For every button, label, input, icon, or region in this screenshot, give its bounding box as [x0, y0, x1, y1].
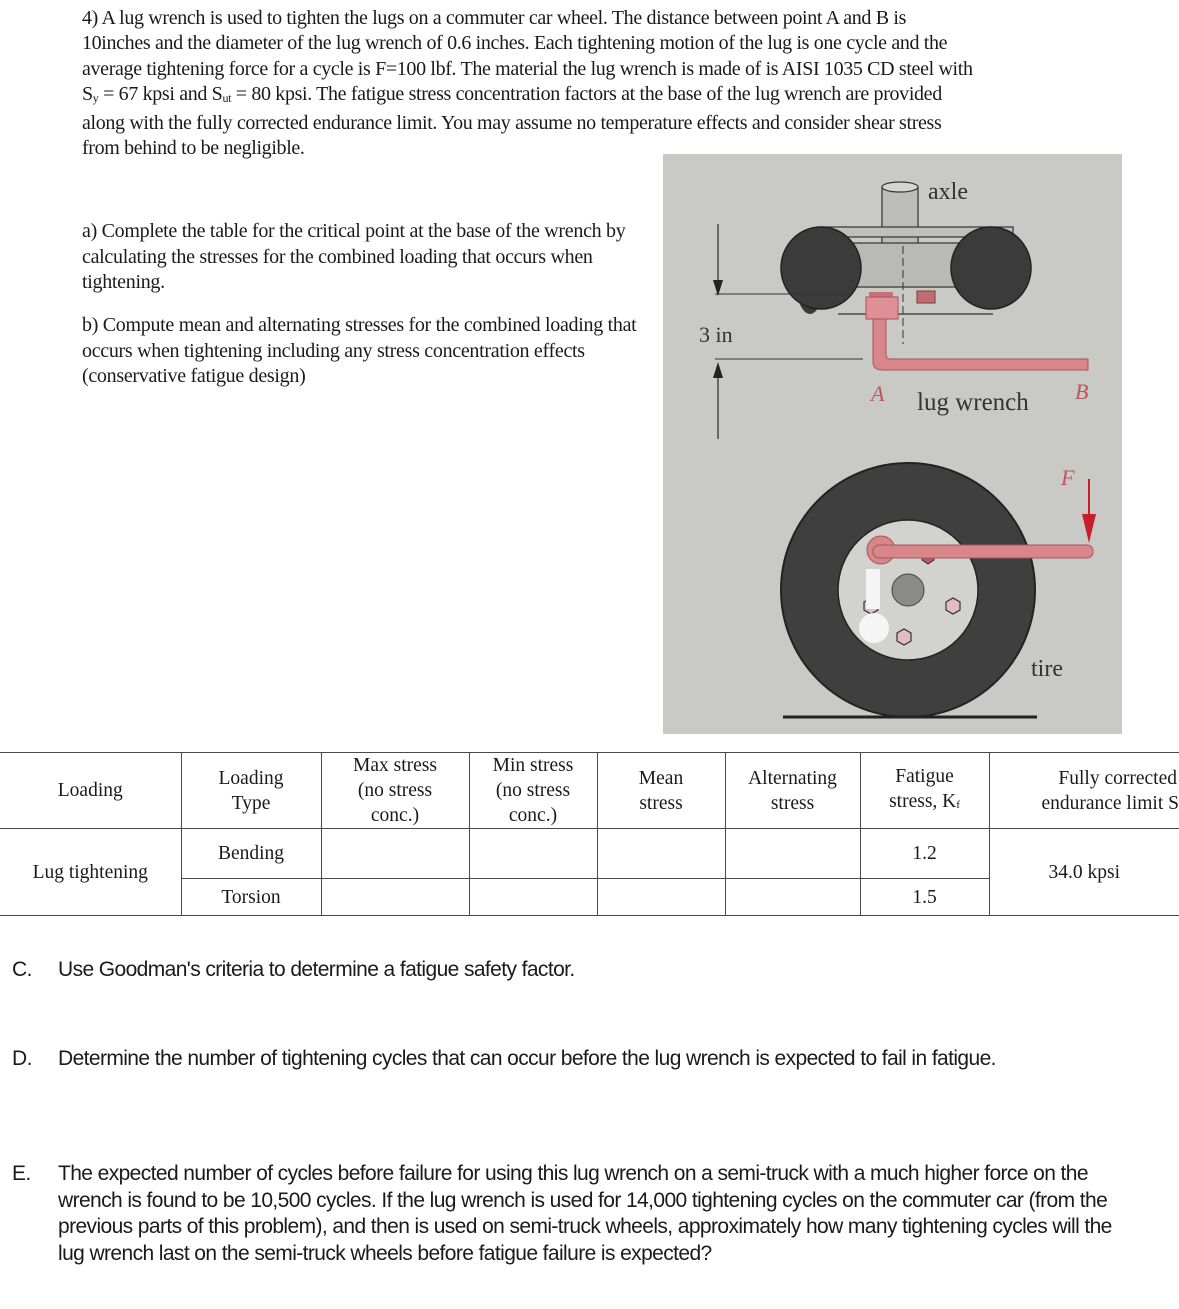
question-label: E.: [12, 1162, 31, 1185]
table-row: [0, 829, 1179, 879]
intro-line: 4) A lug wrench is used to tighten the lugs on a commuter car wheel. The distance between point A and B is: [82, 7, 907, 29]
cell-type: Bending: [181, 829, 321, 879]
intro-line: along with the fully corrected endurance limit. You may assume no temperature effects and consider shear stress: [82, 112, 942, 135]
cell-min-stress[interactable]: [469, 879, 597, 916]
question-label: C.: [12, 958, 32, 981]
intro-line: average tightening force for a cycle is F=100 lbf. The material the lug wrench is made of is AISI 1035 CD steel with: [82, 57, 973, 80]
cell-type: Torsion: [181, 879, 321, 916]
question-label: D.: [12, 1047, 32, 1070]
header-loading-type: Loading Type: [181, 753, 321, 829]
force-arrow-icon: [1082, 479, 1096, 543]
intro-line: from behind to be negligible.: [82, 137, 305, 160]
tire-label: tire: [1031, 656, 1063, 682]
question-d: [12, 1046, 1072, 1073]
part-a-text: a) Complete the table for the critical point at the base of the wrench by calculating the stresses for the combined loading that occurs when tightening.: [82, 220, 626, 293]
lug-wrench-figure: [663, 154, 1122, 734]
wrench-label: lug wrench: [917, 389, 1029, 416]
question-text: Determine the number of tightening cycles that can occur before the lug wrench is expected to fail in fatigue.: [58, 1047, 996, 1070]
figure-drawing: [663, 154, 1122, 734]
tire-front-icon: [781, 463, 1035, 717]
header-max-stress: Max stress (no stress conc.): [321, 753, 469, 829]
question-e: [12, 1161, 1112, 1267]
cell-max-stress[interactable]: [321, 879, 469, 916]
table-header-row: [0, 753, 1179, 829]
intro-line: 10inches and the diameter of the lug wrench of 0.6 inches. Each tightening motion of the lug is one cycle and the: [82, 32, 948, 55]
cell-alternating-stress[interactable]: [725, 829, 860, 879]
cell-min-stress[interactable]: [469, 829, 597, 879]
intro-text: = 80 kpsi. The fatigue stress concentration factors at the base of the lug wrench are provided: [231, 82, 942, 105]
cell-mean-stress[interactable]: [597, 829, 725, 879]
intro-text: = 67 kpsi and S: [98, 82, 223, 105]
question-c: [12, 957, 1122, 984]
stress-table: [0, 752, 1179, 916]
cell-loading: Lug tightening: [0, 829, 181, 916]
cell-endurance-limit: 34.0 kpsi: [989, 829, 1179, 916]
force-label: F: [1061, 465, 1075, 490]
header-loading: Loading: [0, 753, 181, 829]
cell-alternating-stress[interactable]: [725, 879, 860, 916]
wrench-top-icon: [866, 297, 1088, 370]
header-fatigue-factor: Fatigue stress, $K_f$: [860, 753, 989, 829]
header-min-stress: Min stress (no stress conc.): [469, 753, 597, 829]
intro-line: [82, 82, 1172, 111]
cell-kf: 1.2: [860, 829, 989, 879]
question-text: The expected number of cycles before failure for using this lug wrench on a semi-truck with a much higher force on the wrench is found to be 10,500 cycles. If the lug wrench is used for 14,000 tightening cycles on the commuter car (from the previous parts of this problem), and then is used on semi-truck wheels, approximately how many tightening cycles will the lug wrench last on the semi-truck wheels before fatigue failure is expected?: [58, 1162, 1112, 1265]
part-b-text: b) Compute mean and alternating stresses for the combined loading that occurs when tightening including any stress concentration effects (conservative fatigue design): [82, 314, 637, 387]
axle-label: axle: [928, 179, 968, 205]
header-mean-stress: Mean stress: [597, 753, 725, 829]
header-endurance-limit: Fully corrected endurance limit S: [989, 753, 1179, 829]
point-b-label: B: [1075, 379, 1089, 404]
point-a-label: A: [871, 381, 885, 406]
subscript: ut: [222, 90, 232, 105]
question-text: Use Goodman's criteria to determine a fatigue safety factor.: [58, 958, 575, 981]
header-alternating-stress: Alternating stress: [725, 753, 860, 829]
dimension-label: 3 in: [699, 322, 733, 347]
cell-kf: 1.5: [860, 879, 989, 916]
cell-mean-stress[interactable]: [597, 879, 725, 916]
subscript: y: [92, 90, 99, 105]
sy-symbol: S: [82, 82, 93, 105]
cell-max-stress[interactable]: [321, 829, 469, 879]
problem-statement: [82, 6, 1172, 162]
